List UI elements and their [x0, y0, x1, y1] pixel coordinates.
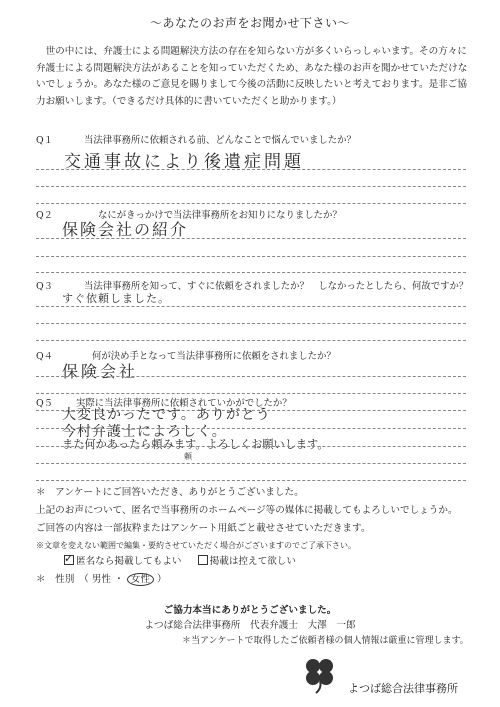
answer-line [36, 306, 466, 307]
checkbox-checked-icon[interactable]: ✓ [64, 552, 74, 565]
option-no-label: 掲載は控えて欲しい [209, 556, 296, 567]
question-1 [36, 132, 466, 146]
answer-line [36, 393, 466, 394]
question-number: Q３ [36, 281, 54, 292]
gender-male[interactable]: 男性 [91, 574, 112, 585]
answer-line [36, 463, 466, 464]
answer-3: すぐ依頼しました。 [62, 292, 170, 305]
answer-line [36, 323, 466, 324]
logo-text: よつば総合法律事務所 [348, 682, 458, 695]
gender-row [36, 572, 167, 588]
question-text: 実際に当法律事務所に依頼されていかがでしたか？ [76, 398, 292, 409]
answer-line [36, 428, 466, 429]
firm-logo [298, 655, 342, 699]
answer-1: 交通事故により後遺症問題 [64, 152, 304, 172]
firm-representative: よつば総合法律事務所 代表弁護士 大澤 一郎 [144, 620, 356, 631]
privacy-note: ＊当アンケートで取得したご依頼者様の個人情報は厳重に管理します。 [182, 636, 469, 646]
clover-logo-icon [298, 655, 342, 695]
answer-line [36, 186, 466, 187]
gender-label: ＊ 性別 （ [36, 574, 89, 585]
question-number: Q１ [36, 135, 54, 146]
answer-line [36, 238, 466, 239]
footer-thanks: ご協力本当にありがとうございました。 [163, 605, 337, 616]
intro-text [36, 44, 468, 110]
option-yes[interactable] [64, 552, 185, 567]
question-text: なにがきっかけで当法律事務所をお知りになりましたか？ [98, 210, 342, 221]
answer-5-line-1: 大変良かったです。ありがとう [62, 407, 271, 423]
publish-options [64, 554, 296, 570]
answer-5-correction: 頼 [184, 452, 192, 461]
option-yes-label: 匿名なら掲載してもよい [76, 556, 182, 567]
gender-close: ） [156, 574, 167, 585]
answer-5-line-2: 今村弁護士によろしく。 [62, 424, 227, 440]
question-text: 何が決め手となって当法律事務所に依頼をされましたか？ [92, 351, 336, 362]
thanks-note: ＊ アンケートにご回答いただき、ありがとうございました。 [36, 487, 304, 498]
answer-line [36, 169, 466, 170]
edit-note: ※文章を変えない範囲で編集・要約させていただく場合がございますのでご了承下さい。 [36, 541, 356, 550]
question-number: Q４ [36, 351, 54, 362]
intro-paragraph: 世の中には、弁護士による問題解決方法の存在を知らない方が多くいらっしゃいます。その方々に弁護士による問題解決方法があることを知っていただくため、あなた様のお声を聞かせていただけないでしょうか。あなた様のご意見を賜りまして今後の活動に反映したいと考えております。是非ご協力お願いします。（できるだけ具体的に書いていただくと助かります。） [36, 46, 468, 107]
publish-question: 上記のお声について、匿名で当事務所のホームページ等の媒体に掲載してもよろしいでしょうか。 [36, 505, 458, 516]
checkbox-empty-icon[interactable] [198, 555, 208, 565]
answer-line [36, 256, 466, 257]
question-number: Q５ [36, 398, 54, 409]
answer-line [36, 340, 466, 341]
answer-line [36, 376, 466, 377]
survey-title: ～あなたのお声をお聞かせ下さい～ [149, 16, 350, 30]
answer-2: 保険会社の紹介 [62, 220, 189, 239]
question-text: 当法律事務所を知って、すぐに依頼をされましたか？ しなかったとしたら、何故ですか？ [84, 281, 469, 292]
option-no[interactable] [198, 556, 296, 567]
answer-line [36, 203, 466, 204]
answer-5-line-3: また何かあったら頼みます。よろしくお願いします。 [62, 438, 329, 451]
publish-method: ご回答の内容は一部抜粋またはアンケート用紙ごと載せさせていただきます。 [36, 523, 371, 534]
answer-line [36, 446, 466, 447]
answer-4: 保険会社 [62, 362, 139, 381]
gender-female-circled[interactable]: 女性 [127, 573, 154, 586]
answer-line [36, 272, 466, 273]
question-text: 当法律事務所に依頼される前、どんなことで悩んでいましたか？ [84, 135, 356, 146]
answer-line [36, 480, 466, 481]
question-number: Q２ [36, 210, 54, 221]
gender-separator: ・ [114, 574, 124, 585]
